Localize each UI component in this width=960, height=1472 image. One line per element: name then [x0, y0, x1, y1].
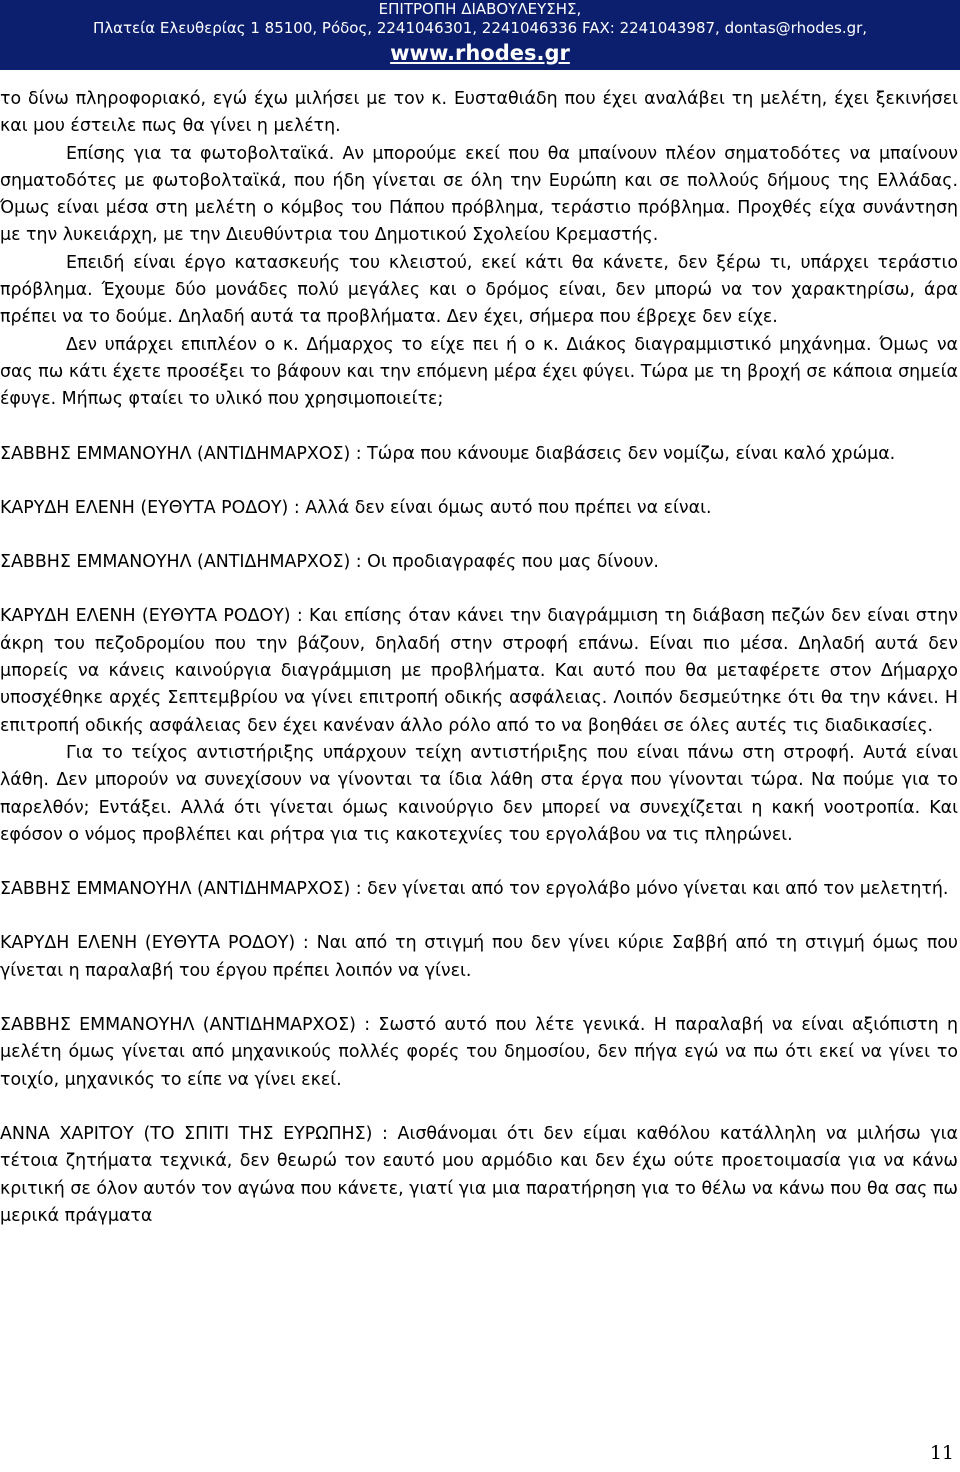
document-body [0, 86, 958, 1230]
paragraph-10: ΣΑΒΒΗΣ ΕΜΜΑΝΟΥΗΛ (ΑΝΤΙΔΗΜΑΡΧΟΣ) : δεν γίνεται από τον εργολάβο μόνο γίνεται και από τον μελετητή. [0, 879, 949, 900]
page-number: 11 [929, 1442, 954, 1464]
paragraph-11: ΚΑΡΥΔΗ ΕΛΕΝΗ (ΕΥΘΥΤΑ ΡΟΔΟΥ) : Ναι από τη στιγμή που δεν γίνει κύριε Σαββή από τη στιγμή όμως που γίνεται η παραλαβή του έργου πρέπει λοιπόν να γίνει. [0, 933, 958, 981]
paragraph-8: ΚΑΡΥΔΗ ΕΛΕΝΗ (ΕΥΘΥΤΑ ΡΟΔΟΥ) : Και επίσης όταν κάνει την διαγράμμιση τη διάβαση πεζών δεν είναι στην άκρη του πεζοδρομίου που την βάζουν, δηλαδή στην στροφή επάνω. Είναι πιο μέσα. Δηλαδή αυτά δεν μπορείς να κάνεις καινούργια διαγράμμιση με προβλήματα. Και αυτό που θα μεταφέρετε στον Δήμαρχο υποσχέθηκε αρχές Σεπτεμβρίου να γίνει επιτροπή οδικής ασφάλειας. Λοιπόν δεσμεύτηκε ότι θα την κάνει. Η επιτροπή οδικής ασφάλειας δεν έχει κανέναν άλλο ρόλο από το να βοηθάει σε όλες αυτές τις διαδικασίες. [0, 606, 958, 736]
paragraph-12: ΣΑΒΒΗΣ ΕΜΜΑΝΟΥΗΛ (ΑΝΤΙΔΗΜΑΡΧΟΣ) : Σωστό αυτό που λέτε γενικά. Η παραλαβή να είναι αξιόπιστη η μελέτη όμως γίνεται από μηχανικούς πολλές φορές του δημοσίου, δεν πήγα εγώ να πω ότι εκεί να γίνει το τοιχίο, μηχανικός το είπε να γίνει εκεί. [0, 1015, 958, 1090]
paragraph-3: Επειδή είναι έργο κατασκευής του κλειστού, εκεί κάτι θα κάνετε, δεν ξέρω τι, υπάρχει τεράστιο πρόβλημα. Έχουμε δύο μονάδες πολύ μεγάλες και ο δρόμος είναι, δεν μπορώ να τον χαρακτηρίσω, άρα πρέπει να το δούμε. Δηλαδή αυτά τα προβλήματα. Δεν έχει, σήμερα που έβρεχε δεν είχε. [0, 252, 958, 328]
paragraph-6: ΚΑΡΥΔΗ ΕΛΕΝΗ (ΕΥΘΥΤΑ ΡΟΔΟΥ) : Αλλά δεν είναι όμως αυτό που πρέπει να είναι. [0, 497, 712, 518]
paragraph-13: ΑΝΝΑ ΧΑΡΙΤΟΥ (ΤΟ ΣΠΙΤΙ ΤΗΣ ΕΥΡΩΠΗΣ) : Αισθάνομαι ότι δεν είμαι καθόλου κατάλληλη να μιλήσω για τέτοια ζητήματα τεχνικά, δεν θεωρώ τον εαυτό μου αρμόδιο και δεν έχω ούτε προετοιμασία για να κάνω κριτική σε όλον αυτόν τον αγώνα που κάνετε, γιατί για μια παρατήρηση για το θέλω να κάνω που θα σας πω μερικά πράγματα [0, 1123, 958, 1226]
paragraph-9: Για το τείχος αντιστήριξης υπάρχουν τείχη αντιστήριξης που είναι πάνω στη στροφή. Αυτά είναι λάθη. Δεν μπορούν να συνεχίσουν να γίνονται τα ίδια λάθη στα έργα που γίνονται τώρα. Να πούμε για το παρελθόν; Εντάξει. Αλλά ότι γίνεται όμως καινούργιο δεν μπορεί να συνεχίζεται η κακή νοοτροπία. Και εφόσον ο νόμος προβλέπει και ρήτρα για τις κακοτεχνίες του εργολάβου να τις πληρώνει. [0, 742, 958, 845]
letterhead-website-link[interactable]: www.rhodes.gr [390, 41, 570, 65]
paragraph-5: ΣΑΒΒΗΣ ΕΜΜΑΝΟΥΗΛ (ΑΝΤΙΔΗΜΑΡΧΟΣ) : Τώρα που κάνουμε διαβάσεις δεν νομίζω, είναι καλό χρώμα. [0, 443, 896, 464]
paragraph-4: Δεν υπάρχει επιπλέον ο κ. Δήμαρχος το είχε πει ή ο κ. Διάκος διαγραμμιστικό μηχάνημα. Όμως να σας πω κάτι έχετε προσέξει το βάφουν και την επόμενη μέρα έχει φύγει. Τώρα με τη βροχή σε κάποια σημεία έφυγε. Μήπως φταίει το υλικό που χρησιμοποιείτε; [0, 334, 958, 410]
paragraph-1: το δίνω πληροφοριακό, εγώ έχω μιλήσει με τον κ. Ευσταθιάδη που έχει αναλάβει τη μελέτη, έχει ξεκινήσει και μου έστειλε πως θα γίνει η μελέτη. [0, 89, 958, 137]
letterhead [0, 0, 960, 70]
letterhead-title: ΕΠΙΤΡΟΠΗ ΔΙΑΒΟΥΛΕΥΣΗΣ, [378, 0, 582, 18]
letterhead-address: Πλατεία Ελευθερίας 1 85100, Ρόδος, 2241046301, 2241046336 FAX: 2241043987, dontas@rhodes.gr, [92, 19, 868, 37]
paragraph-7: ΣΑΒΒΗΣ ΕΜΜΑΝΟΥΗΛ (ΑΝΤΙΔΗΜΑΡΧΟΣ) : Οι προδιαγραφές που μας δίνουν. [0, 552, 659, 573]
paragraph-2: Επίσης για τα φωτοβολταϊκά. Αν μπορούμε εκεί που θα μπαίνουν πλέον σηματοδότες να μπαίνουν σηματοδότες με φωτοβολταϊκά, που ήδη γίνεται σε όλη την Ευρώπη και σε πολλούς δήμους της Ελλάδας. Όμως είναι μέσα στη μελέτη ο κόμβος του Πάπου πρόβλημα, τεράστιο πρόβλημα. Προχθές είχα συνάντηση με την λυκειάρχη, με την Διευθύντρια του Δημοτικού Σχολείου Κρεμαστής. [0, 143, 958, 246]
